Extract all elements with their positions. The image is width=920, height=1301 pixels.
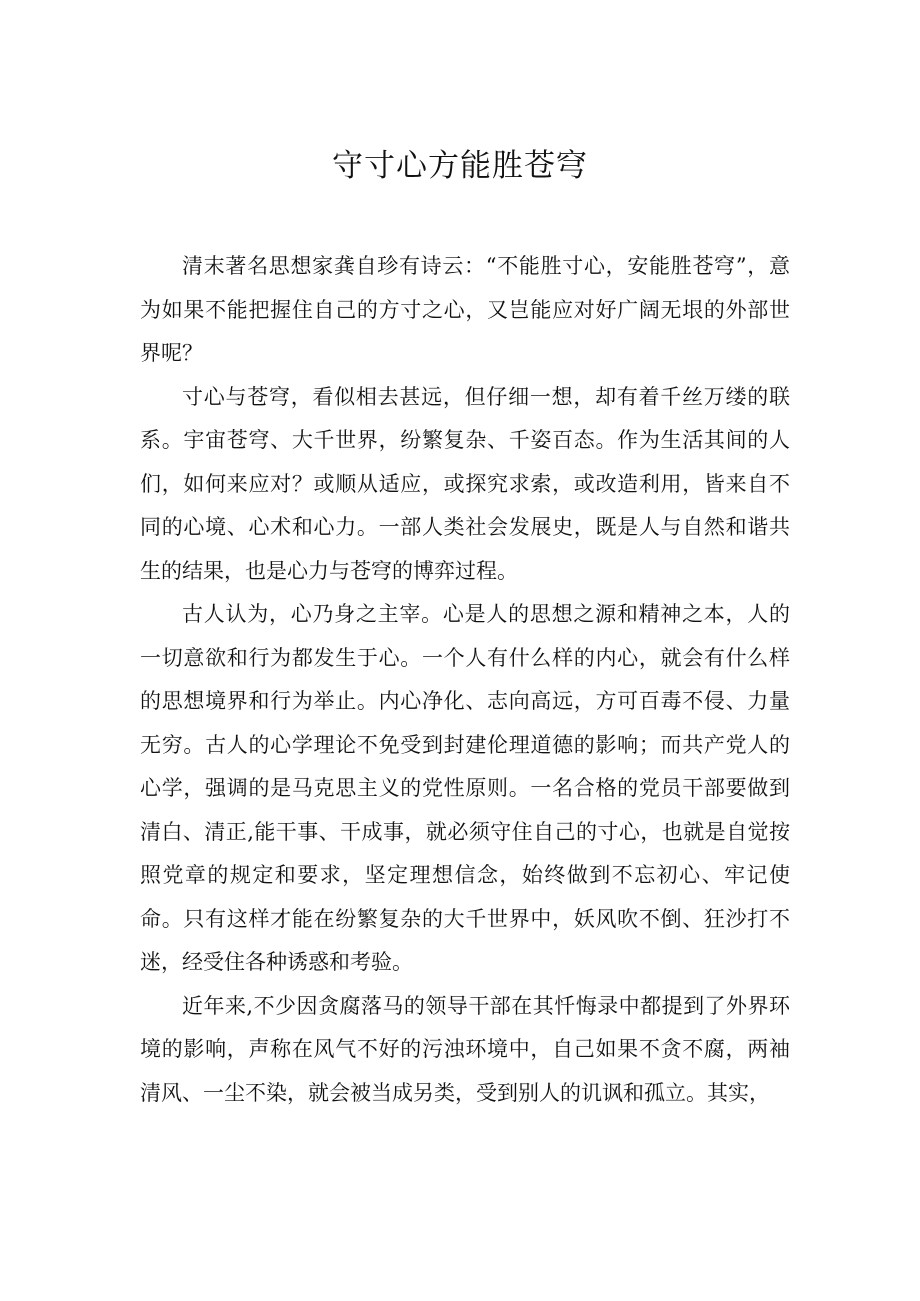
paragraph: 寸心与苍穹，看似相去甚远，但仔细一想，却有着千丝万缕的联系。宇宙苍穹、大千世界，纷繁复杂、千姿百态。作为生活其间的人们，如何来应对？或顺从适应，或探究求索，或改造利用，皆来自不同的心境、心术和心力。一部人类社会发展史，既是人与自然和谐共生的结果，也是心力与苍穹的博弈过程。 [140,384,790,583]
paragraph: 古人认为，心乃身之主宰。心是人的思想之源和精神之本，人的一切意欲和行为都发生于心。一个人有什么样的内心，就会有什么样的思想境界和行为举止。内心净化、志向高远，方可百毒不侵、力量无穷。古人的心学理论不免受到封建伦理道德的影响；而共产党人的心学，强调的是马克思主义的党性原则。一名合格的党员干部要做到清白、清正,能干事、干成事，就必须守住自己的寸心，也就是自觉按照党章的规定和要求，坚定理想信念，始终做到不忘初心、牢记使命。只有这样才能在纷繁复杂的大千世界中，妖风吹不倒、狂沙打不迷，经受住各种诱惑和考验。 [140,602,790,974]
paragraph: 近年来,不少因贪腐落马的领导干部在其忏悔录中都提到了外界环境的影响，声称在风气不好的污浊环境中，自己如果不贪不腐，两袖清风、一尘不染，就会被当成另类，受到别人的讥讽和孤立。其实， [140,993,790,1105]
paragraph: 清末著名思想家龚自珍有诗云：“不能胜寸心，安能胜苍穹”，意为如果不能把握住自己的方寸之心，又岂能应对好广阔无垠的外部世界呢？ [140,254,790,365]
page-title: 守寸心方能胜苍穹 [332,148,588,184]
article-body [140,245,790,1115]
